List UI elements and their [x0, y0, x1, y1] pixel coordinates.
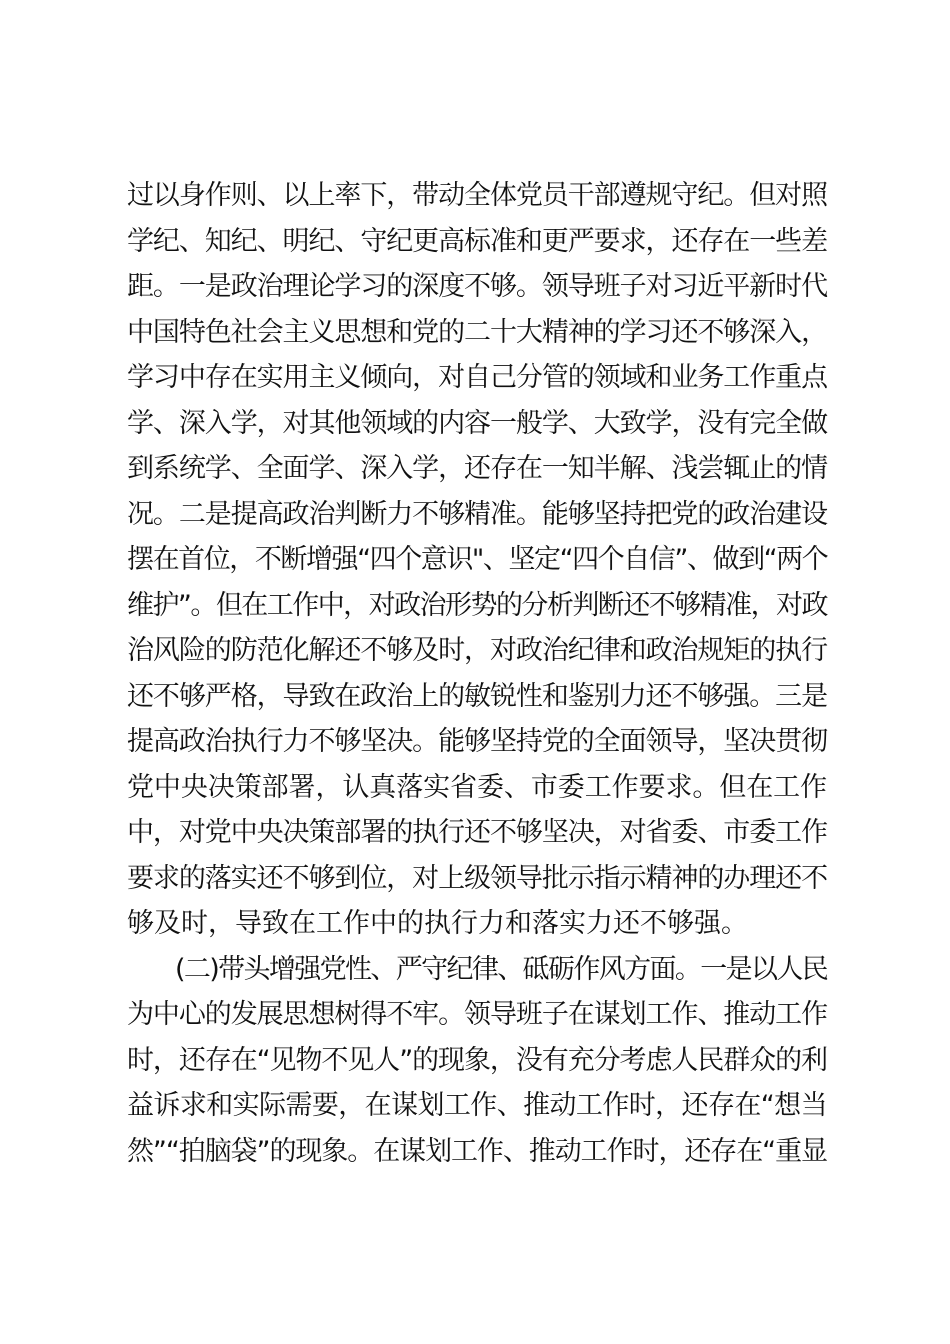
text-line: 还不够严格，导致在政治上的敏锐性和鉴别力还不够强。三是: [127, 680, 827, 712]
section-heading-line: (二)带头增强党性、严守纪律、砥砺作风方面。一是以人民: [175, 953, 828, 985]
text-line: 提高政治执行力不够坚决。能够坚持党的全面领导，坚决贯彻: [127, 726, 827, 757]
text-line: 时，还存在“见物不见人”的现象，没有充分考虑人民群众的利: [127, 1044, 827, 1076]
text-line: 益诉求和实际需要，在谋划工作、推动工作时，还存在“想当: [127, 1090, 827, 1121]
body-text: [127, 173, 827, 1174]
text-line: 要求的落实还不够到位，对上级领导批示指示精神的办理还不: [127, 862, 827, 894]
text-line: 党中央决策部署，认真落实省委、市委工作要求。但在工作: [127, 771, 827, 803]
text-line: 学习中存在实用主义倾向，对自己分管的领域和业务工作重点: [127, 362, 827, 393]
text-line: 够及时，导致在工作中的执行力和落实力还不够强。: [127, 908, 748, 939]
text-line: 维护”。但在工作中，对政治形势的分析判断还不够精准，对政: [127, 589, 827, 621]
text-line: 过以身作则、以上率下，带动全体党员干部遵规守纪。但对照: [127, 180, 827, 211]
text-line: 然”“拍脑袋”的现象。在谋划工作、推动工作时，还存在“重显: [127, 1135, 827, 1167]
text-line: 学、深入学，对其他领域的内容一般学、大致学，没有完全做: [127, 407, 827, 439]
text-line: 学纪、知纪、明纪、守纪更高标准和更严要求，还存在一些差: [127, 225, 827, 257]
text-line: 治风险的防范化解还不够及时，对政治纪律和政治规矩的执行: [127, 635, 827, 666]
text-line: 距。一是政治理论学习的深度不够。领导班子对习近平新时代: [127, 271, 827, 302]
text-line: 为中心的发展思想树得不牢。领导班子在谋划工作、推动工作: [127, 999, 827, 1030]
text-line: 摆在首位，不断增强“四个意识"、坚定“四个自信”、做到“两个: [127, 544, 828, 575]
text-line: 中，对党中央决策部署的执行还不够坚决，对省委、市委工作: [127, 817, 827, 848]
text-line: 况。二是提高政治判断力不够精准。能够坚持把党的政治建设: [127, 498, 827, 530]
text-line: 到系统学、全面学、深入学，还存在一知半解、浅尝辄止的情: [127, 453, 827, 484]
text-line: 中国特色社会主义思想和党的二十大精神的学习还不够深入，: [127, 316, 827, 348]
